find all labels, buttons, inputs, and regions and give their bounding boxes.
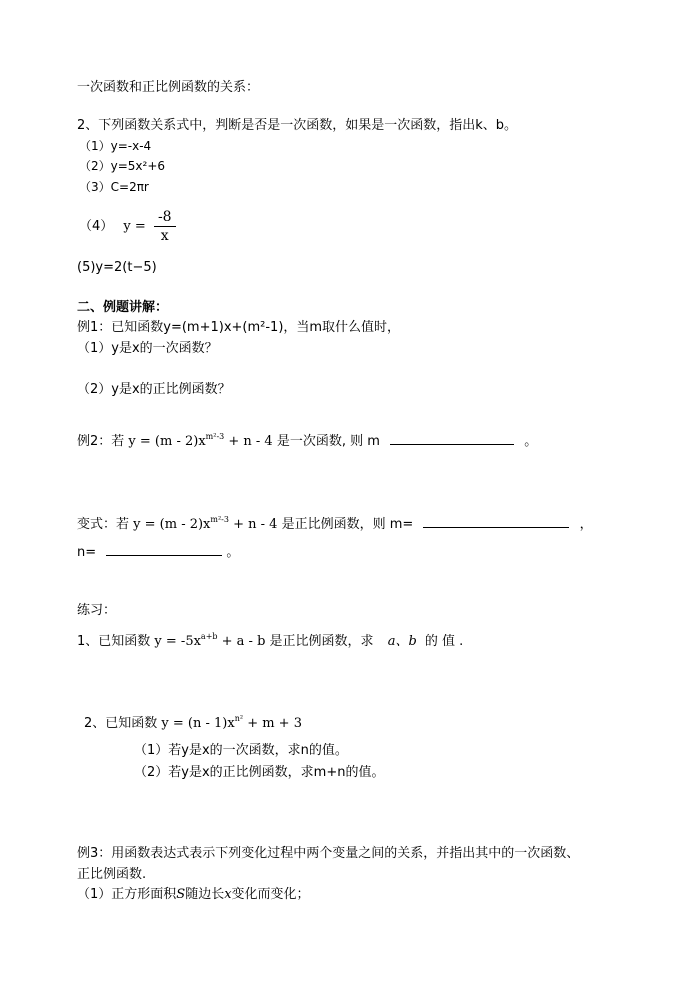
practice-1-vars: a、b — [387, 634, 417, 649]
example-3-line-2: 正比例函数. — [77, 867, 147, 882]
ex3-q1-var-s: S — [176, 887, 186, 902]
practice-1-expr — [154, 634, 265, 649]
q2-item-1: （1）y=-x-4 — [79, 139, 152, 153]
expr-exponent: m²-3 — [210, 515, 229, 524]
expr-base: y = (n - 1)x — [161, 716, 235, 731]
variant-n-label: n= — [77, 545, 97, 560]
example-2-expr — [128, 434, 272, 449]
expr-base: y = (m - 2)x — [133, 517, 211, 532]
example-2 — [77, 432, 537, 450]
expr-base: y = -5x — [154, 634, 201, 649]
q2-item-4 — [79, 207, 176, 247]
q2-item-5: (5)y=2(t−5) — [77, 260, 157, 275]
practice-1-text: 是正比例函数，求 — [269, 634, 374, 649]
practice-1-label: 1、已知函数 — [77, 634, 151, 649]
q2-item-4-fraction — [154, 208, 176, 245]
example-3-q1 — [77, 887, 310, 903]
practice-1 — [77, 634, 463, 650]
example-1-q1: （1）y是x的一次函数？ — [77, 341, 218, 356]
q2-item-4-lhs: y = — [123, 219, 146, 234]
example-2-end: 。 — [524, 434, 538, 449]
practice-2-label: 2、已知函数 — [84, 716, 158, 731]
q2-item-2: （2）y=5x²+6 — [79, 159, 166, 173]
practice-2-q1: （1）若y是x的一次函数，求n的值。 — [134, 743, 348, 758]
expr-tail: + n - 4 — [228, 517, 278, 532]
example-2-label: 例2：若 — [77, 434, 125, 449]
q2-item-4-label: （4） — [79, 219, 114, 234]
variant-text: 是正比例函数，则 m= — [281, 517, 414, 532]
answer-blank-m[interactable] — [390, 432, 514, 445]
expr-exponent: m²-3 — [205, 432, 225, 441]
expr-tail: + n - 4 — [224, 434, 273, 449]
answer-blank-m[interactable] — [423, 515, 569, 528]
q2-item-3: （3）C=2πr — [79, 180, 149, 194]
variant-exercise — [77, 515, 593, 533]
ex3-q1-a: （1）正方形面积 — [77, 887, 177, 902]
fraction-denominator: x — [154, 226, 176, 245]
expr-tail: + m + 3 — [243, 716, 302, 731]
practice-2-expr — [161, 716, 302, 731]
section-2-title: 二、例题讲解： — [77, 300, 169, 315]
practice-2 — [84, 716, 302, 732]
answer-blank-n[interactable] — [106, 543, 222, 556]
example-3-line-1: 例3：用函数表达式表示下列变化过程中两个变量之间的关系，并指出其中的一次函数、 — [77, 846, 580, 861]
ex3-q1-c: 变化而变化； — [231, 887, 310, 902]
question-2-stem: 2、下列函数关系式中，判断是否是一次函数，如果是一次函数，指出k、b。 — [77, 118, 518, 133]
practice-2-q2: （2）若y是x的正比例函数，求m+n的值。 — [134, 765, 385, 780]
expr-exponent: a+b — [200, 632, 218, 641]
ex3-q1-b: 随边长 — [185, 887, 225, 902]
ex3-q1-var-x: x — [224, 887, 232, 902]
section-heading: 一次函数和正比例函数的关系： — [77, 80, 260, 95]
expr-base: y = (m - 2)x — [128, 434, 206, 449]
variant-comma: ， — [579, 517, 593, 532]
example-2-text: 是一次函数, 则 m — [276, 434, 380, 449]
practice-title: 练习： — [77, 603, 117, 618]
practice-1-tail: 的 值 . — [424, 634, 464, 649]
expr-exponent: n² — [234, 714, 244, 723]
example-1-q2: （2）y是x的正比例函数？ — [77, 382, 231, 397]
variant-expr — [133, 517, 277, 532]
expr-tail: + a - b — [217, 634, 266, 649]
fraction-numerator: -8 — [157, 209, 172, 225]
variant-n-line — [77, 543, 239, 561]
variant-end: 。 — [226, 545, 240, 560]
variant-label: 变式：若 — [77, 517, 130, 532]
example-1-stem: 例1：已知函数y=(m+1)x+(m²-1)，当m取什么值时， — [77, 320, 401, 335]
